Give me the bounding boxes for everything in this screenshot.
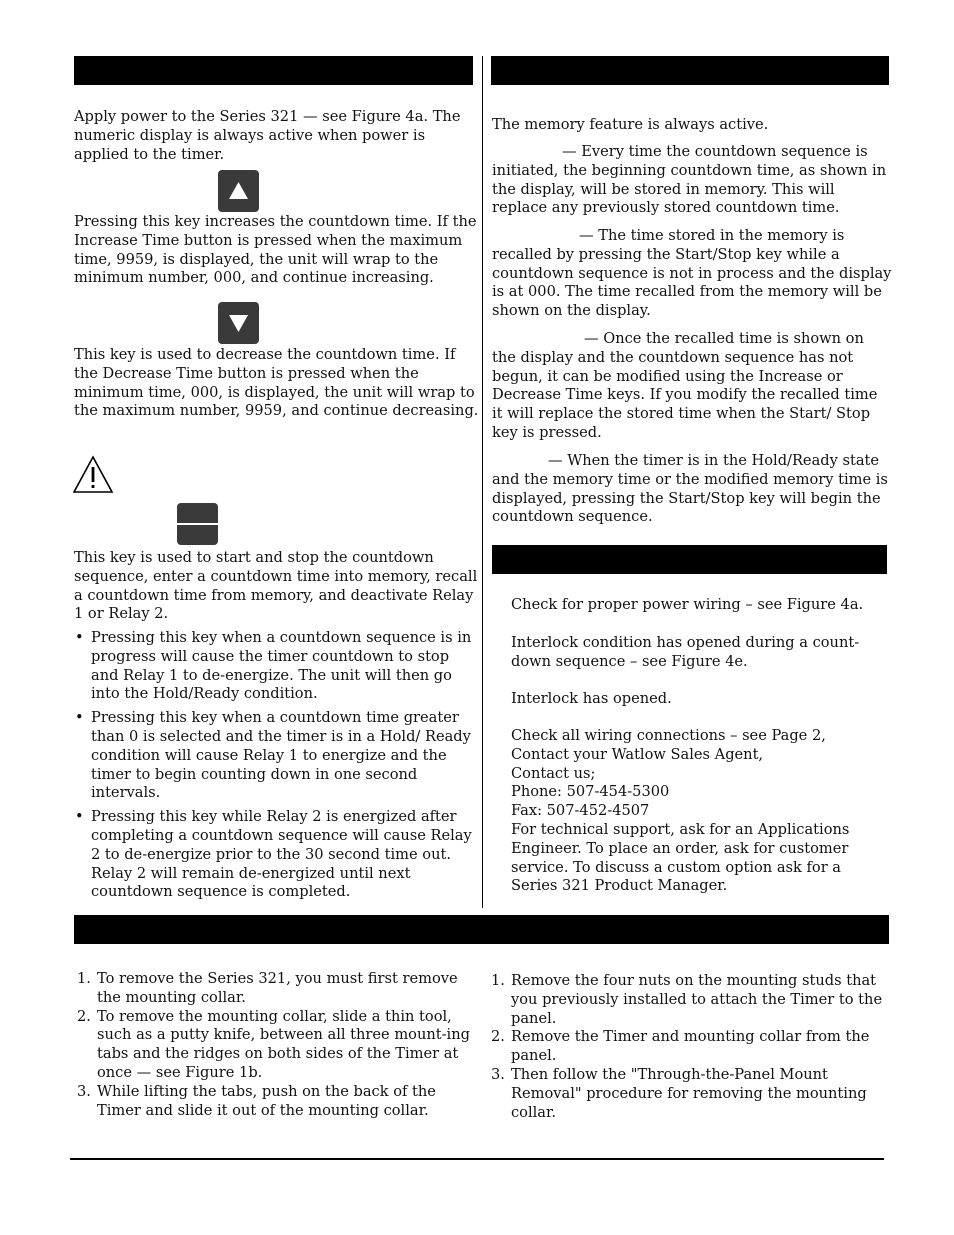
- list-item: 3. Then follow the "Through-the-Panel Mount Removal" procedure for removing the mounting collar.: [491, 1065, 867, 1121]
- start-stop-key-description: This key is used to start and stop the countdown sequence, enter a countdown time into memory, recall a countdown time from memory, and deactivate Relay 1 or Relay 2.: [74, 549, 478, 623]
- up-triangle-icon: [218, 170, 259, 212]
- list-item: 1. To remove the Series 321, you must first remove the mounting collar.: [77, 970, 458, 1006]
- right-section-header-bar: [491, 56, 889, 85]
- memory-modify-paragraph: — Once the recalled time is shown on the display and the countdown sequence has not begun, it can be modified using the Increase or Decrease Time keys. If you modify the recalled time it will replace the stored time when the Start/ Stop key is pressed.: [492, 330, 878, 441]
- left-section-header-bar: [74, 56, 473, 85]
- list-item: • Pressing this key when a countdown sequence is in progress will cause the timer countdown to stop and Relay 1 to de-energize. The unit will then go into the Hold/Ready condition.: [74, 629, 474, 704]
- footer-rule: [70, 1158, 884, 1160]
- start-stop-bullet-list: [74, 629, 474, 907]
- down-triangle-icon: [218, 302, 259, 344]
- right-removal-steps: [488, 972, 886, 1122]
- decrease-time-key: [218, 302, 259, 344]
- start-stop-key-icon: [177, 503, 218, 545]
- left-removal-steps: [74, 970, 474, 1120]
- removal-header-bar: [74, 915, 889, 944]
- increase-time-key: [218, 170, 259, 212]
- memory-recall-paragraph: — The time stored in the memory is recalled by pressing the Start/Stop key while a countdown sequence is not in process and the display is at 000. The time recalled from the memory will be shown on the display.: [492, 227, 892, 320]
- column-divider: [482, 56, 483, 908]
- troubleshooting-header-bar: [492, 545, 887, 574]
- list-item: 3. While lifting the tabs, push on the back of the Timer and slide it out of the mounting collar.: [77, 1082, 436, 1119]
- memory-store-paragraph: — Every time the countdown sequence is initiated, the beginning countdown time, as shown in the display, will be stored in memory. This will replace any previously stored countdown time.: [492, 143, 887, 217]
- list-item: 1. Remove the four nuts on the mounting studs that you previously installed to attach the Timer to the panel.: [491, 972, 883, 1027]
- trouble-contact-text: Check all wiring connections – see Page 2, Contact your Watlow Sales Agent, Contact us; Phone: 507-454-5300 Fax: 507-452-4507 For technical support, ask for an Applications Engineer. To place an order, ask for customer service. To discuss a custom option ask for a Series 321 Product Manager.: [511, 727, 850, 895]
- trouble-interlock-text: Interlock condition has opened during a count-down sequence – see Figure 4e.: [511, 634, 860, 670]
- trouble-interlock-open-text: Interlock has opened.: [511, 690, 672, 707]
- memory-start-paragraph: — When the timer is in the Hold/Ready state and the memory time or the modified memory time is displayed, pressing the Start/Stop key will begin the countdown sequence.: [492, 452, 888, 526]
- list-item: • Pressing this key while Relay 2 is energized after completing a countdown sequence will cause Relay 2 to de-energize prior to the 30 second time out. Relay 2 will remain de-energized until next countdown sequence is completed.: [74, 808, 474, 902]
- list-item: 2. To remove the mounting collar, slide a thin tool, such as a putty knife, between all three mount-ing tabs and the ridges on both sides of the Timer at once — see Figure 1b.: [77, 1007, 470, 1081]
- decrease-key-description: This key is used to decrease the countdown time. If the Decrease Time button is pressed when the minimum time, 000, is displayed, the unit will wrap to the maximum number, 9959, and continue decreasing.: [74, 346, 479, 420]
- list-item: 2. Remove the Timer and mounting collar from the panel.: [491, 1028, 870, 1065]
- increase-key-description: Pressing this key increases the countdown time. If the Increase Time button is pressed when the maximum time, 9959, is displayed, the unit will wrap to the minimum number, 000, and continue increasing.: [74, 213, 477, 287]
- memory-intro-text: The memory feature is always active.: [492, 116, 769, 133]
- power-intro-text: Apply power to the Series 321 — see Figure 4a. The numeric display is always active when power is applied to the timer.: [74, 108, 461, 163]
- list-item: • Pressing this key when a countdown time greater than 0 is selected and the timer is in a Hold/ Ready condition will cause Relay 1 to energize and the timer to begin counting down in one second intervals.: [74, 709, 474, 803]
- warning-triangle-icon: [73, 455, 115, 499]
- trouble-power-text: Check for proper power wiring – see Figure 4a.: [511, 596, 864, 613]
